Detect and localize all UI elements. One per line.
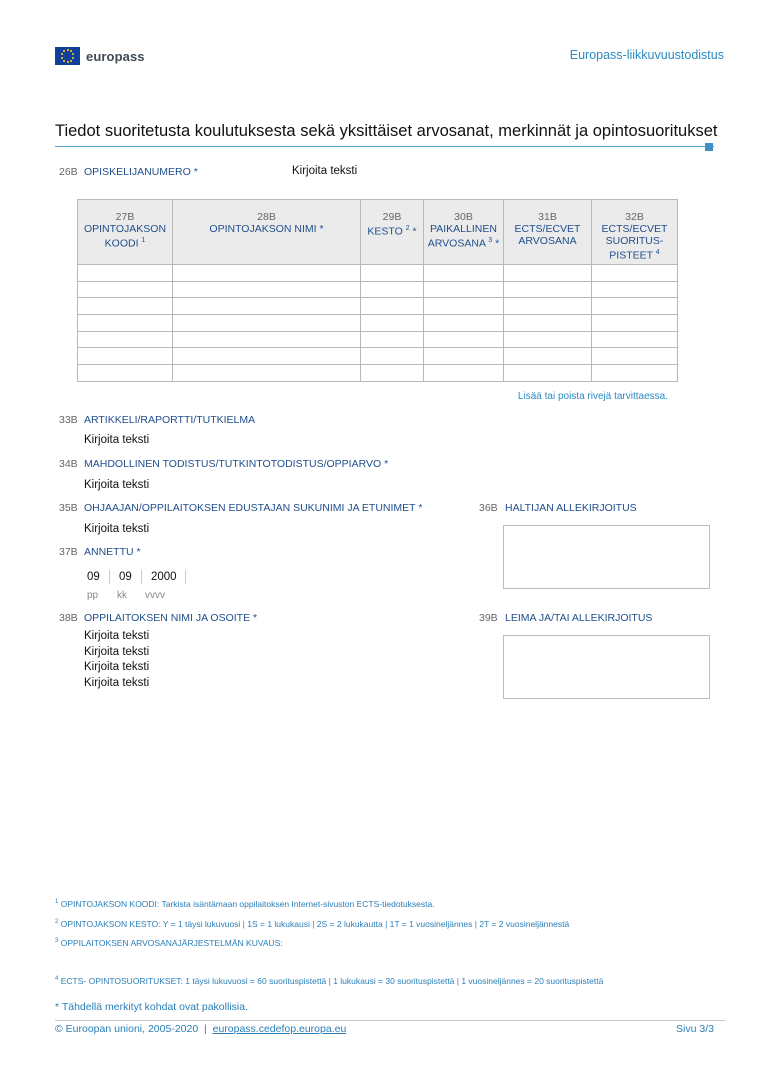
issued-day-field[interactable]: 09 (84, 570, 110, 584)
table-cell[interactable] (592, 348, 678, 365)
title-accent-square (705, 143, 713, 151)
column-header-27b (78, 200, 173, 265)
table-cell[interactable] (592, 265, 678, 282)
year-label: vvvv (145, 590, 165, 601)
table-cell[interactable] (424, 265, 504, 282)
table-cell[interactable] (78, 315, 173, 332)
eu-flag-icon (55, 47, 80, 65)
page-number: Sivu 3/3 (676, 1023, 714, 1035)
table-cell[interactable] (173, 331, 361, 348)
institution-code: 38B (59, 612, 78, 624)
table-cell[interactable] (424, 348, 504, 365)
column-header-29b (361, 200, 424, 265)
column-code: 31B (538, 211, 557, 223)
footnote-2: $^2$ OPINTOJAKSON KESTO: Y = 1 täysi lukuvuosi | 1S = 1 lukukausi | 2S = 2 lukukautta | 1T = 1 vuosineljännes | 2T = 2 vuosineljännestä (55, 919, 570, 929)
footer-separator: | (204, 1023, 207, 1035)
add-remove-rows-hint: Lisää tai poista rivejä tarvittaessa. (517, 391, 668, 402)
institution-line-3[interactable]: Kirjoita teksti (84, 661, 150, 673)
holder-signature-box[interactable] (503, 525, 710, 589)
table-cell[interactable] (361, 365, 424, 382)
table-row (78, 298, 678, 315)
footer-divider (55, 1020, 726, 1021)
table-cell[interactable] (361, 348, 424, 365)
table-cell[interactable] (361, 331, 424, 348)
table-cell[interactable] (173, 348, 361, 365)
table-cell[interactable] (592, 365, 678, 382)
grades-table (77, 199, 678, 382)
column-code: 28B (257, 211, 276, 223)
student-number-code: 26B (59, 166, 78, 178)
footnote-4: $^4$ ECTS- OPINTOSUORITUKSET: 1 täysi lukuvuosi = 60 suorituspistettä | 1 lukukausi = 30 suorituspistettä | 1 vuosineljännes = 20 suorituspistettä (55, 976, 604, 986)
column-header-30b (424, 200, 504, 265)
table-cell[interactable] (173, 315, 361, 332)
institution-line-4[interactable]: Kirjoita teksti (84, 677, 150, 689)
table-cell[interactable] (504, 331, 592, 348)
stamp-box[interactable] (503, 635, 710, 699)
holder-signature-label: HALTIJAN ALLEKIRJOITUS (505, 502, 637, 514)
table-cell[interactable] (361, 298, 424, 315)
column-header-32b (592, 200, 678, 265)
table-cell[interactable] (78, 265, 173, 282)
institution-line-1[interactable]: Kirjoita teksti (84, 630, 150, 642)
table-cell[interactable] (78, 348, 173, 365)
table-cell[interactable] (78, 365, 173, 382)
supervisor-code: 35B (59, 502, 78, 514)
logo-text: europass (86, 48, 145, 64)
table-cell[interactable] (173, 265, 361, 282)
stamp-label: LEIMA JA/TAI ALLEKIRJOITUS (505, 612, 653, 624)
column-header-28b (173, 200, 361, 265)
column-label: OPINTOJAKSON NIMI * (209, 223, 324, 235)
table-cell[interactable] (173, 281, 361, 298)
issued-code: 37B (59, 546, 78, 558)
table-cell[interactable] (504, 348, 592, 365)
europass-website-link[interactable]: europass.cedefop.europa.eu (212, 1023, 347, 1035)
footer-copyright (55, 1023, 346, 1035)
day-label: pp (87, 590, 99, 601)
holder-signature-code: 36B (479, 502, 498, 514)
table-cell[interactable] (78, 281, 173, 298)
supervisor-label: OHJAAJAN/OPPILAITOKSEN EDUSTAJAN SUKUNIMI JA ETUNIMET * (84, 502, 423, 514)
table-cell[interactable] (424, 331, 504, 348)
issued-date (84, 570, 192, 584)
table-cell[interactable] (361, 265, 424, 282)
column-code: 32B (625, 211, 644, 223)
issued-month-field[interactable]: 09 (116, 570, 142, 584)
column-code: 30B (454, 211, 473, 223)
column-code: 27B (115, 211, 135, 223)
student-number-label: OPISKELIJANUMERO * (84, 166, 198, 178)
issued-label: ANNETTU * (84, 546, 141, 558)
table-cell[interactable] (173, 298, 361, 315)
europass-logo (55, 47, 145, 65)
table-row (78, 331, 678, 348)
supervisor-field[interactable]: Kirjoita teksti (84, 523, 150, 535)
table-row (78, 315, 678, 332)
column-code: 29B (382, 211, 402, 223)
table-cell[interactable] (504, 281, 592, 298)
certificate-code: 34B (59, 458, 78, 470)
article-label: ARTIKKELI/RAPORTTI/TUTKIELMA (84, 414, 256, 426)
table-cell[interactable] (592, 298, 678, 315)
copyright-text: © Euroopan unioni, 2005-2020 (55, 1023, 199, 1035)
table-cell[interactable] (173, 365, 361, 382)
footnote-3: $^3$ OPPILAITOKSEN ARVOSANAJÄRJESTELMÄN KUVAUS: (55, 938, 283, 948)
table-header-row (78, 200, 678, 265)
table-cell[interactable] (78, 298, 173, 315)
footnote-1: $^1$ OPINTOJAKSON KOODI: Tarkista isäntämaan oppilaitoksen Internet-sivuston ECTS-tiedotuksesta. (55, 899, 435, 909)
column-header-31b (504, 200, 592, 265)
column-label: ECTS/ECVET SUORITUS-PISTEET $^4$ (601, 223, 668, 262)
page-title: Tiedot suoritetusta koulutuksesta sekä yksittäiset arvosanat, merkinnät ja opintosuoritukset (55, 122, 718, 140)
month-label: kk (117, 590, 127, 601)
table-body (78, 265, 678, 382)
table-cell[interactable] (424, 315, 504, 332)
table-cell[interactable] (504, 365, 592, 382)
table-cell[interactable] (504, 298, 592, 315)
article-code: 33B (59, 414, 78, 426)
student-number-field[interactable]: Kirjoita teksti (292, 165, 358, 177)
table-cell[interactable] (361, 315, 424, 332)
column-label: KESTO $^2$ * (367, 225, 417, 238)
document-type: Europass-liikkuvuustodistus (569, 48, 724, 62)
required-fields-note: * Tähdellä merkityt kohdat ovat pakollisia. (55, 1001, 248, 1013)
table-cell[interactable] (504, 315, 592, 332)
table-row (78, 265, 678, 282)
table-cell[interactable] (361, 281, 424, 298)
table-cell[interactable] (424, 365, 504, 382)
table-row (78, 365, 678, 382)
institution-line-2[interactable]: Kirjoita teksti (84, 646, 150, 658)
table-cell[interactable] (78, 331, 173, 348)
article-field[interactable]: Kirjoita teksti (84, 434, 150, 446)
table-cell[interactable] (424, 298, 504, 315)
table-cell[interactable] (504, 265, 592, 282)
stamp-code: 39B (479, 612, 498, 624)
table-row (78, 348, 678, 365)
table-cell[interactable] (592, 281, 678, 298)
column-label: ECTS/ECVET ARVOSANA (514, 223, 581, 247)
institution-label: OPPILAITOKSEN NIMI JA OSOITE * (84, 612, 258, 624)
certificate-field[interactable]: Kirjoita teksti (84, 479, 150, 491)
column-label: OPINTOJAKSON KOODI $^1$ (83, 223, 167, 250)
table-cell[interactable] (592, 331, 678, 348)
table-cell[interactable] (592, 315, 678, 332)
table-row (78, 281, 678, 298)
issued-year-field[interactable]: 2000 (148, 570, 186, 584)
table-cell[interactable] (424, 281, 504, 298)
column-label: PAIKALLINEN ARVOSANA $^3$ * (427, 223, 500, 250)
certificate-label: MAHDOLLINEN TODISTUS/TUTKINTOTODISTUS/OPPIARVO * (84, 458, 389, 470)
title-divider (55, 146, 714, 147)
